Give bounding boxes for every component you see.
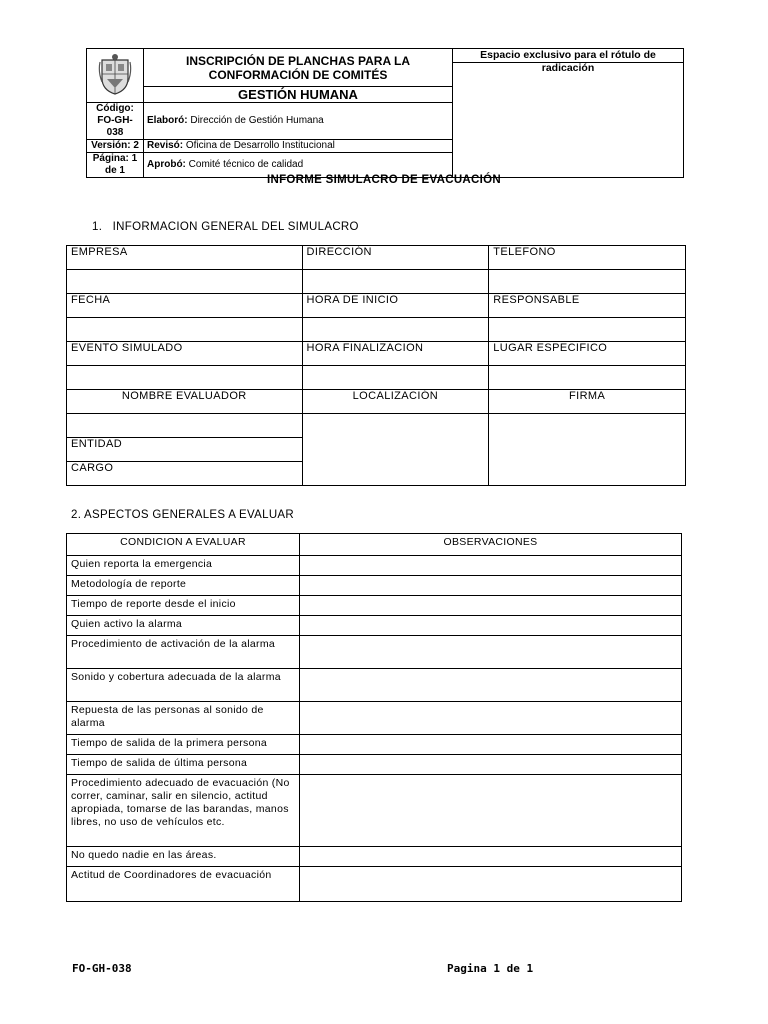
localizacion-field[interactable] — [302, 414, 489, 486]
observation-field[interactable] — [300, 556, 682, 576]
observation-field[interactable] — [300, 755, 682, 775]
table-row — [67, 867, 682, 902]
direccion-field[interactable] — [302, 270, 489, 294]
codigo: Código: FO-GH-038 — [87, 103, 144, 140]
evento-field[interactable] — [67, 366, 303, 390]
condition-cell: Tiempo de salida de la primera persona — [67, 735, 300, 755]
observation-field[interactable] — [300, 636, 682, 669]
footer-page: Pagina 1 de 1 — [447, 962, 534, 975]
table-row — [67, 556, 682, 576]
firma-field[interactable] — [489, 414, 686, 486]
table-row — [67, 669, 682, 702]
table-row — [67, 576, 682, 596]
condition-cell: Sonido y cobertura adecuada de la alarma — [67, 669, 300, 702]
nombre-evaluador-label: NOMBRE EVALUADOR — [67, 390, 303, 414]
condition-cell: Repuesta de las personas al sonido de alarma — [67, 702, 300, 735]
table-row — [67, 636, 682, 669]
nombre-evaluador-field[interactable] — [67, 414, 303, 438]
condition-cell: Quien activo la alarma — [67, 616, 300, 636]
radicacion-label: Espacio exclusivo para el rótulo de radicación — [453, 49, 683, 63]
footer-code: FO-GH-038 — [72, 962, 132, 975]
condition-cell: Quien reporta la emergencia — [67, 556, 300, 576]
document-title: INFORME SIMULACRO DE EVACUACIÓN — [267, 174, 501, 186]
col-observaciones-header: OBSERVACIONES — [300, 534, 682, 556]
responsable-field[interactable] — [489, 318, 686, 342]
table-row — [67, 596, 682, 616]
observation-field[interactable] — [300, 596, 682, 616]
table-row — [67, 847, 682, 867]
table-row — [67, 755, 682, 775]
coat-of-arms-logo — [98, 52, 132, 96]
condition-cell: Actitud de Coordinadores de evacuación — [67, 867, 300, 902]
table-row — [67, 702, 682, 735]
table-row — [67, 735, 682, 755]
hora-fin-label: HORA FINALIZACION — [302, 342, 489, 366]
pagina: Página: 1 de 1 — [87, 153, 144, 178]
fecha-label: FECHA — [67, 294, 303, 318]
direccion-label: DIRECCIÓN — [302, 246, 489, 270]
logo-cell — [87, 49, 144, 103]
observation-field[interactable] — [300, 616, 682, 636]
observation-field[interactable] — [300, 867, 682, 902]
hora-fin-field[interactable] — [302, 366, 489, 390]
evento-label: EVENTO SIMULADO — [67, 342, 303, 366]
hora-inicio-label: HORA DE INICIO — [302, 294, 489, 318]
observation-field[interactable] — [300, 702, 682, 735]
empresa-label: EMPRESA — [67, 246, 303, 270]
telefono-field[interactable] — [489, 270, 686, 294]
empresa-field[interactable] — [67, 270, 303, 294]
condition-cell: No quedo nadie en las áreas. — [67, 847, 300, 867]
condition-cell: Procedimiento adecuado de evacuación (No correr, caminar, salir en silencio, actitud apropiada, tomarse de las barandas, manos libres, no uso de vehículos etc. — [67, 775, 300, 847]
cargo-label[interactable]: CARGO — [67, 462, 303, 486]
condition-cell: Procedimiento de activación de la alarma — [67, 636, 300, 669]
observation-field[interactable] — [300, 775, 682, 847]
responsable-label: RESPONSABLE — [489, 294, 686, 318]
observation-field[interactable] — [300, 735, 682, 755]
document-header — [86, 48, 684, 178]
telefono-label: TELEFONO — [489, 246, 686, 270]
radicacion-space — [453, 49, 684, 178]
fecha-field[interactable] — [67, 318, 303, 342]
aprobo: Aprobó: Comité técnico de calidad — [144, 153, 453, 178]
reviso: Revisó: Oficina de Desarrollo Institucional — [144, 140, 453, 153]
lugar-label: LUGAR ESPECIFICO — [489, 342, 686, 366]
form-title: INSCRIPCIÓN DE PLANCHAS PARA LA CONFORMACIÓN DE COMITÉS — [144, 49, 453, 87]
observation-field[interactable] — [300, 669, 682, 702]
elaboro: Elaboró: Dirección de Gestión Humana — [144, 103, 453, 140]
lugar-field[interactable] — [489, 366, 686, 390]
table-row — [67, 775, 682, 847]
table-row — [67, 616, 682, 636]
evaluation-table — [66, 533, 682, 902]
condition-cell: Metodología de reporte — [67, 576, 300, 596]
firma-label: FIRMA — [489, 390, 686, 414]
observation-field[interactable] — [300, 576, 682, 596]
entidad-label[interactable]: ENTIDAD — [67, 438, 303, 462]
section-2-heading: 2. ASPECTOS GENERALES A EVALUAR — [71, 509, 294, 521]
section-1-heading: 1. INFORMACION GENERAL DEL SIMULACRO — [92, 221, 359, 233]
col-condicion-header: CONDICION A EVALUAR — [67, 534, 300, 556]
version: Versión: 2 — [87, 140, 144, 153]
observation-field[interactable] — [300, 847, 682, 867]
condition-cell: Tiempo de reporte desde el inicio — [67, 596, 300, 616]
condition-cell: Tiempo de salida de última persona — [67, 755, 300, 775]
general-info-table — [66, 245, 686, 486]
department-name: GESTIÓN HUMANA — [144, 87, 453, 103]
localizacion-label: LOCALIZACIÓN — [302, 390, 489, 414]
hora-inicio-field[interactable] — [302, 318, 489, 342]
